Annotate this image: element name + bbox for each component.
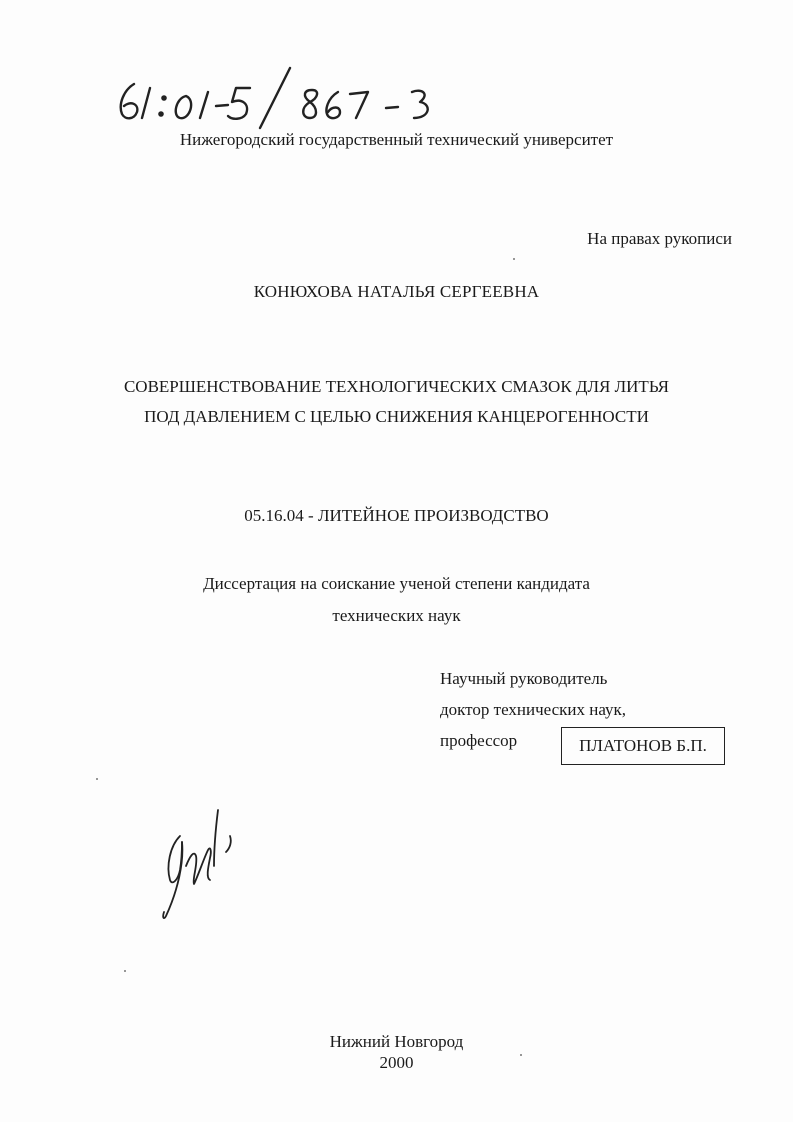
title-line-1: СОВЕРШЕНСТВОВАНИЕ ТЕХНОЛОГИЧЕСКИХ СМАЗОК ДЛЯ ЛИТЬЯ (123, 377, 670, 396)
university-name: Нижегородский государственный технический университет (179, 130, 614, 149)
specialty-code: 05.16.04 - ЛИТЕЙНОЕ ПРОИЗВОДСТВО (244, 506, 549, 525)
dissertation-title (0, 372, 793, 432)
handwritten-signature (152, 806, 242, 926)
supervisor-name: ПЛАТОНОВ Б.П. (579, 736, 707, 755)
city-year-block (0, 1031, 793, 1073)
degree-line-1: Диссертация на соискание ученой степени кандидата (203, 574, 590, 593)
scan-speck (520, 1054, 522, 1056)
degree-line-2: технических наук (332, 606, 461, 625)
scan-speck (124, 970, 126, 972)
supervisor-line-3: профессор (440, 731, 518, 750)
title-line-2: ПОД ДАВЛЕНИЕМ С ЦЕЛЬЮ СНИЖЕНИЯ КАНЦЕРОГЕННОСТИ (144, 407, 649, 426)
year: 2000 (379, 1053, 414, 1072)
rights-note: На правах рукописи (587, 229, 732, 248)
degree-statement (0, 568, 793, 632)
handwritten-archive-code (112, 62, 452, 132)
city: Нижний Новгород (329, 1032, 464, 1051)
scan-speck (96, 778, 98, 780)
supervisor-line-1: Научный руководитель (440, 669, 608, 688)
author-name: КОНЮХОВА НАТАЛЬЯ СЕРГЕЕВНА (253, 282, 540, 301)
supervisor-name-box (561, 727, 725, 765)
scan-speck (513, 258, 515, 260)
supervisor-line-2: доктор технических наук, (440, 700, 627, 719)
